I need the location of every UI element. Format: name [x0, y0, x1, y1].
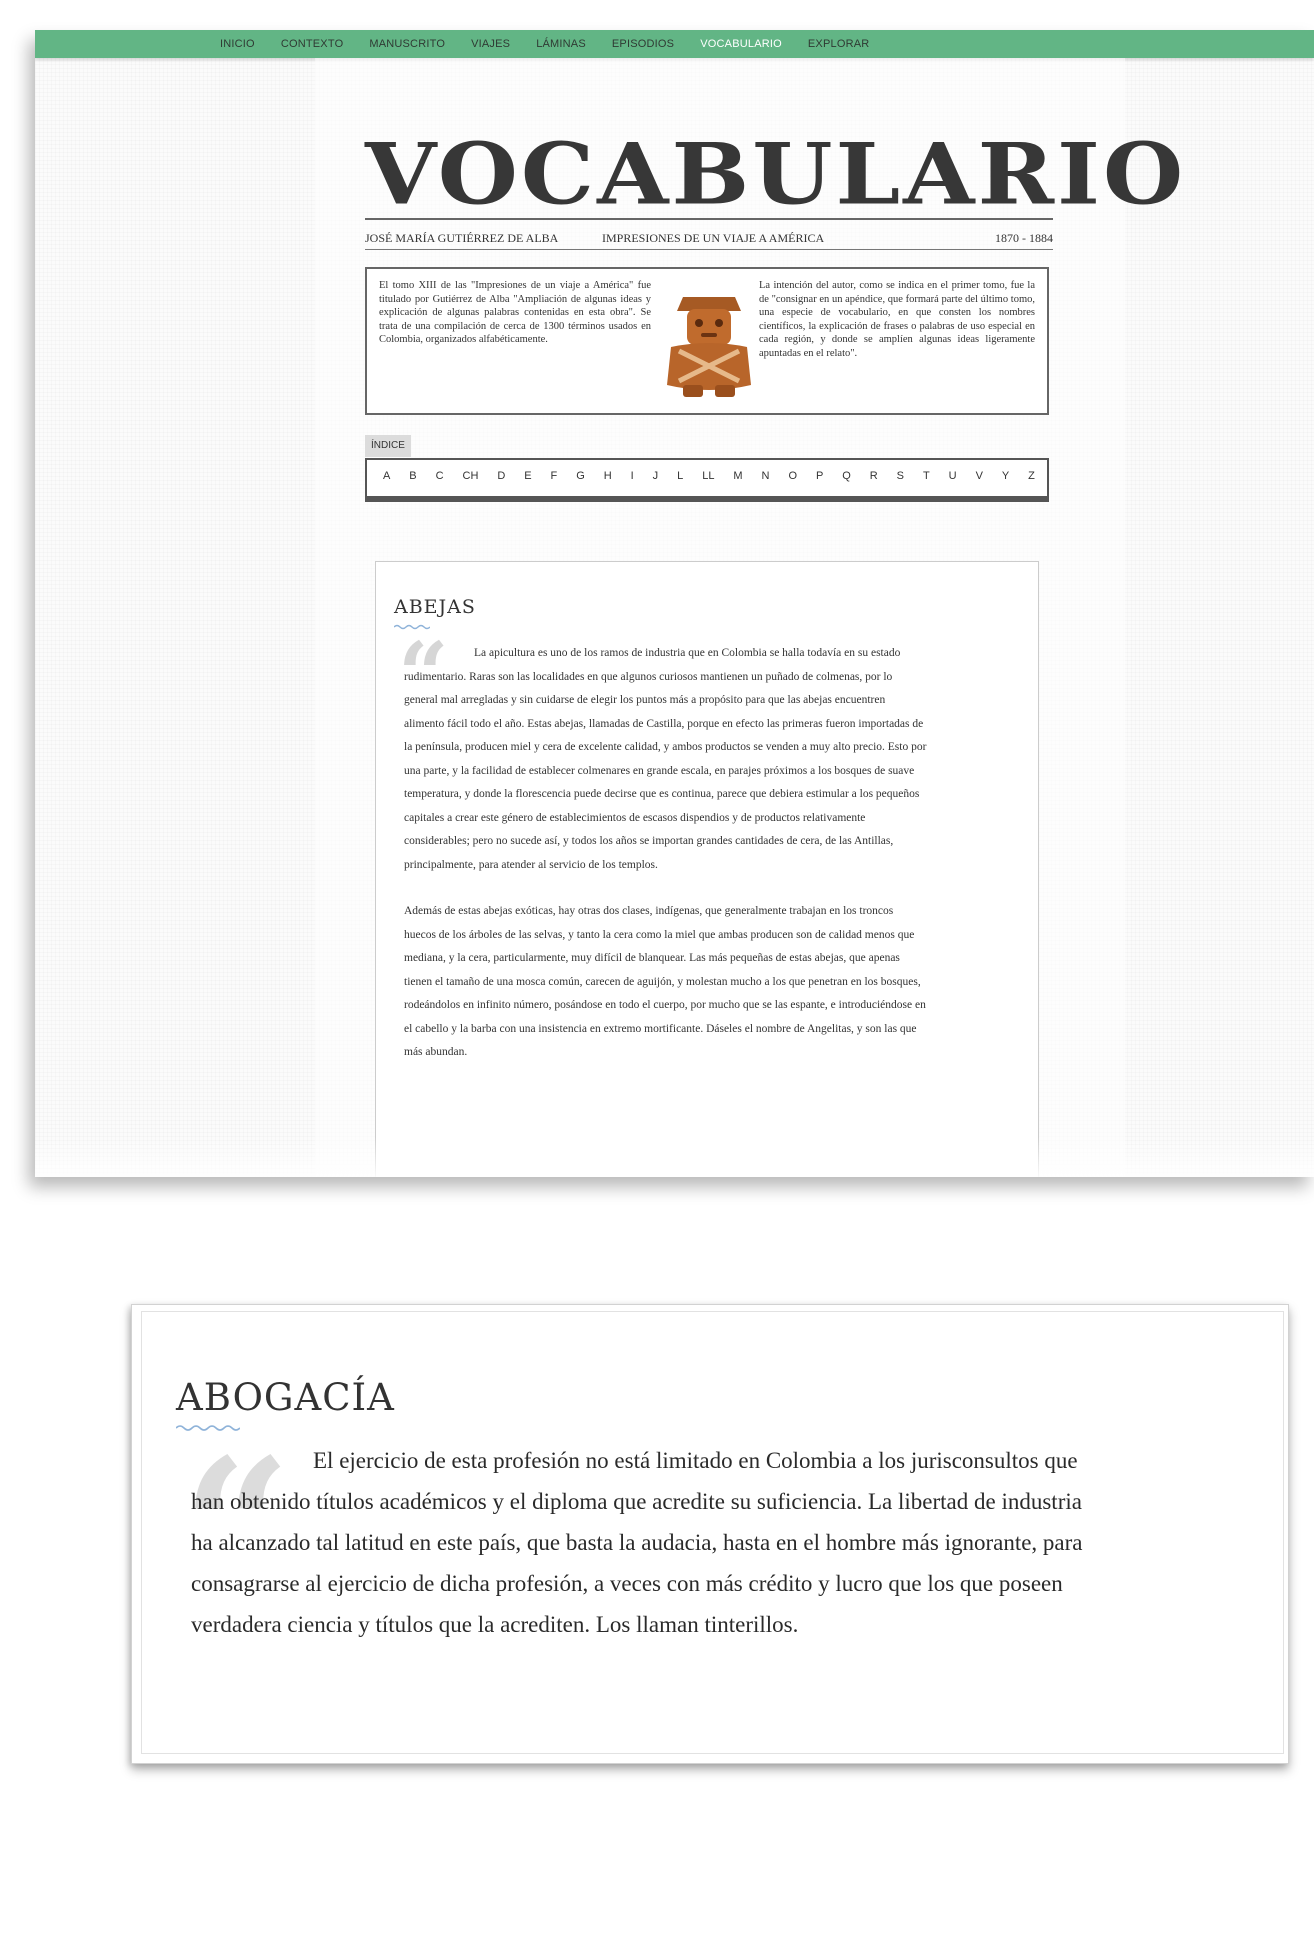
intro-box: [365, 267, 1049, 415]
index-letter-f[interactable]: F: [550, 470, 558, 482]
entry-title: ABEJAS: [394, 596, 476, 618]
nav-item-explorar[interactable]: EXPLORAR: [807, 38, 870, 50]
zoom-entry-paragraph: El ejercicio de esta profesión no está limitado en Colombia a los jurisconsultos que han obtenido títulos académicos y el diploma que acredite su suficiencia. La libertad de industria ha alcanzado tal latitud en este país, que basta la audacia, hasta en el hombre más ignorante, para consagrarse al ejercicio de dicha profesión, a veces con más crédito y lucro que los que poseen verdadera ciencia y títulos que la acrediten. Los llaman tinterillos.: [191, 1448, 1083, 1637]
quote-mark-icon: “: [398, 622, 449, 726]
page-title: VOCABULARIO: [365, 124, 1187, 224]
nav-item-láminas[interactable]: LÁMINAS: [536, 38, 586, 50]
nav-item-episodios[interactable]: EPISODIOS: [611, 38, 675, 50]
index-letter-u[interactable]: U: [948, 470, 957, 482]
index-letter-t[interactable]: T: [922, 470, 930, 482]
index-letter-l[interactable]: L: [677, 470, 684, 482]
index-letter-h[interactable]: H: [603, 470, 612, 482]
index-letter-m[interactable]: M: [733, 470, 743, 482]
work-title: IMPRESIONES DE UN VIAJE A AMÉRICA: [602, 231, 825, 245]
alphabet-letters: [383, 470, 1035, 482]
index-letter-i[interactable]: I: [630, 470, 634, 482]
index-letter-z[interactable]: Z: [1028, 470, 1035, 482]
entry-body: [404, 642, 928, 1065]
nav-menu: [220, 30, 895, 58]
index-letter-ll[interactable]: LL: [702, 470, 715, 482]
entry-paragraph: La apicultura es uno de los ramos de industria que en Colombia se halla todavía en su estado rudimentario. Raras son las localidades en que algunos curiosos mantienen un puñado de colmenas, por lo general mal arregladas y sin cuidarse de elegir los puntos más a propósito para que las abejas encuentren alimento fácil todo el año. Estas abejas, llamadas de Castilla, porque en efecto las primeras fueron importadas de la península, producen miel y cera de excelente calidad, y ambos productos se venden a muy alto precio. Esto por una parte, y la facilidad de establecer colmenares en grande escala, en parajes próximos a los bosques de suave temperatura, y donde la florescencia puede decirse que es continua, parece que debiera estimular a los pequeños capitales a crear este género de establecimientos de escasos dispendios y de productos relativamente considerables; pero no sucede así, y todos los años se importan grandes cantidades de cera, de las Antillas, principalmente, para atender al servicio de los templos.: [404, 647, 927, 871]
quote-mark-icon: “: [182, 1417, 292, 1640]
nav-item-viajes[interactable]: VIAJES: [471, 38, 511, 50]
alphabet-index: [365, 458, 1049, 502]
nav-item-inicio[interactable]: INICIO: [220, 38, 255, 50]
pottery-figure-icon: [661, 289, 757, 399]
entry-paragraph: Además de estas abejas exóticas, hay otras dos clases, indígenas, que generalmente trabajan en los troncos huecos de los árboles de las selvas, y tanto la cera como la miel que ambas producen son de calidad menos que mediana, y la cera, particularmente, muy difícil de blanquear. Las más pequeñas de estas abejas, que apenas tienen el tamaño de una mosca común, carecen de aguijón, y molestan mucho a los que penetran en los bosques, rodeándolos en infinito número, posándose en todo el cuerpo, por mucho que se las espante, e introduciéndose en el cabello y la barba con una insistencia en extremo mortificante. Dáseles el nombre de Angelitas, y son las que más abundan.: [404, 905, 926, 1058]
index-letter-d[interactable]: D: [497, 470, 506, 482]
index-letter-c[interactable]: C: [435, 470, 444, 482]
index-letter-p[interactable]: P: [815, 470, 824, 482]
index-letter-y[interactable]: Y: [1001, 470, 1010, 482]
nav-item-contexto[interactable]: CONTEXTO: [280, 38, 344, 50]
zoom-entry-body: [191, 1440, 1096, 1645]
byline: [365, 231, 1053, 246]
nav-item-vocabulario[interactable]: VOCABULARIO: [700, 38, 782, 50]
top-navigation: [35, 30, 1314, 58]
index-tab[interactable]: ÍNDICE: [365, 435, 411, 457]
entry-card-abejas: [375, 561, 1039, 1177]
intro-right-text: La intención del autor, como se indica en el primer tomo, fue la de "consignar en un apéndice, que formará parte del último tomo, una especie de vocabulario, en que consten los nombres científicos, la explicación de frases o palabras de uso especial en cada región, y donde se amplíen algunas ideas ligeramente apuntadas en el relato".: [759, 280, 1035, 359]
index-letter-q[interactable]: Q: [842, 470, 851, 482]
years-range: 1870 - 1884: [995, 231, 1053, 245]
index-letter-r[interactable]: R: [869, 470, 878, 482]
intro-left-text: El tomo XIII de las "Impresiones de un viaje a América" fue titulado por Gutiérrez de Alba "Ampliación de algunas ideas y explicación de algunas palabras contenidas en esta obra". Se trata de una compilación de cerca de 1300 términos usados en Colombia, organizados alfabéticamente.: [379, 280, 651, 345]
byline-rule: [365, 249, 1053, 250]
title-rule: [365, 218, 1053, 220]
index-letter-j[interactable]: J: [652, 470, 659, 482]
index-letter-s[interactable]: S: [896, 470, 905, 482]
index-letter-e[interactable]: E: [524, 470, 532, 482]
zoom-entry-title: ABOGACÍA: [176, 1376, 395, 1419]
nav-item-manuscrito[interactable]: MANUSCRITO: [369, 38, 446, 50]
index-letter-ch[interactable]: CH: [462, 470, 479, 482]
index-letter-o[interactable]: O: [788, 470, 797, 482]
zoomed-entry-card: [131, 1304, 1289, 1764]
index-letter-g[interactable]: G: [576, 470, 585, 482]
index-letter-v[interactable]: V: [975, 470, 983, 482]
website-screenshot: [35, 30, 1314, 1177]
zoom-card-inner: [141, 1311, 1284, 1754]
index-letter-n[interactable]: N: [761, 470, 770, 482]
index-letter-a[interactable]: A: [383, 470, 391, 482]
index-letter-b[interactable]: B: [409, 470, 417, 482]
author-name: JOSÉ MARÍA GUTIÉRREZ DE ALBA: [365, 231, 559, 245]
